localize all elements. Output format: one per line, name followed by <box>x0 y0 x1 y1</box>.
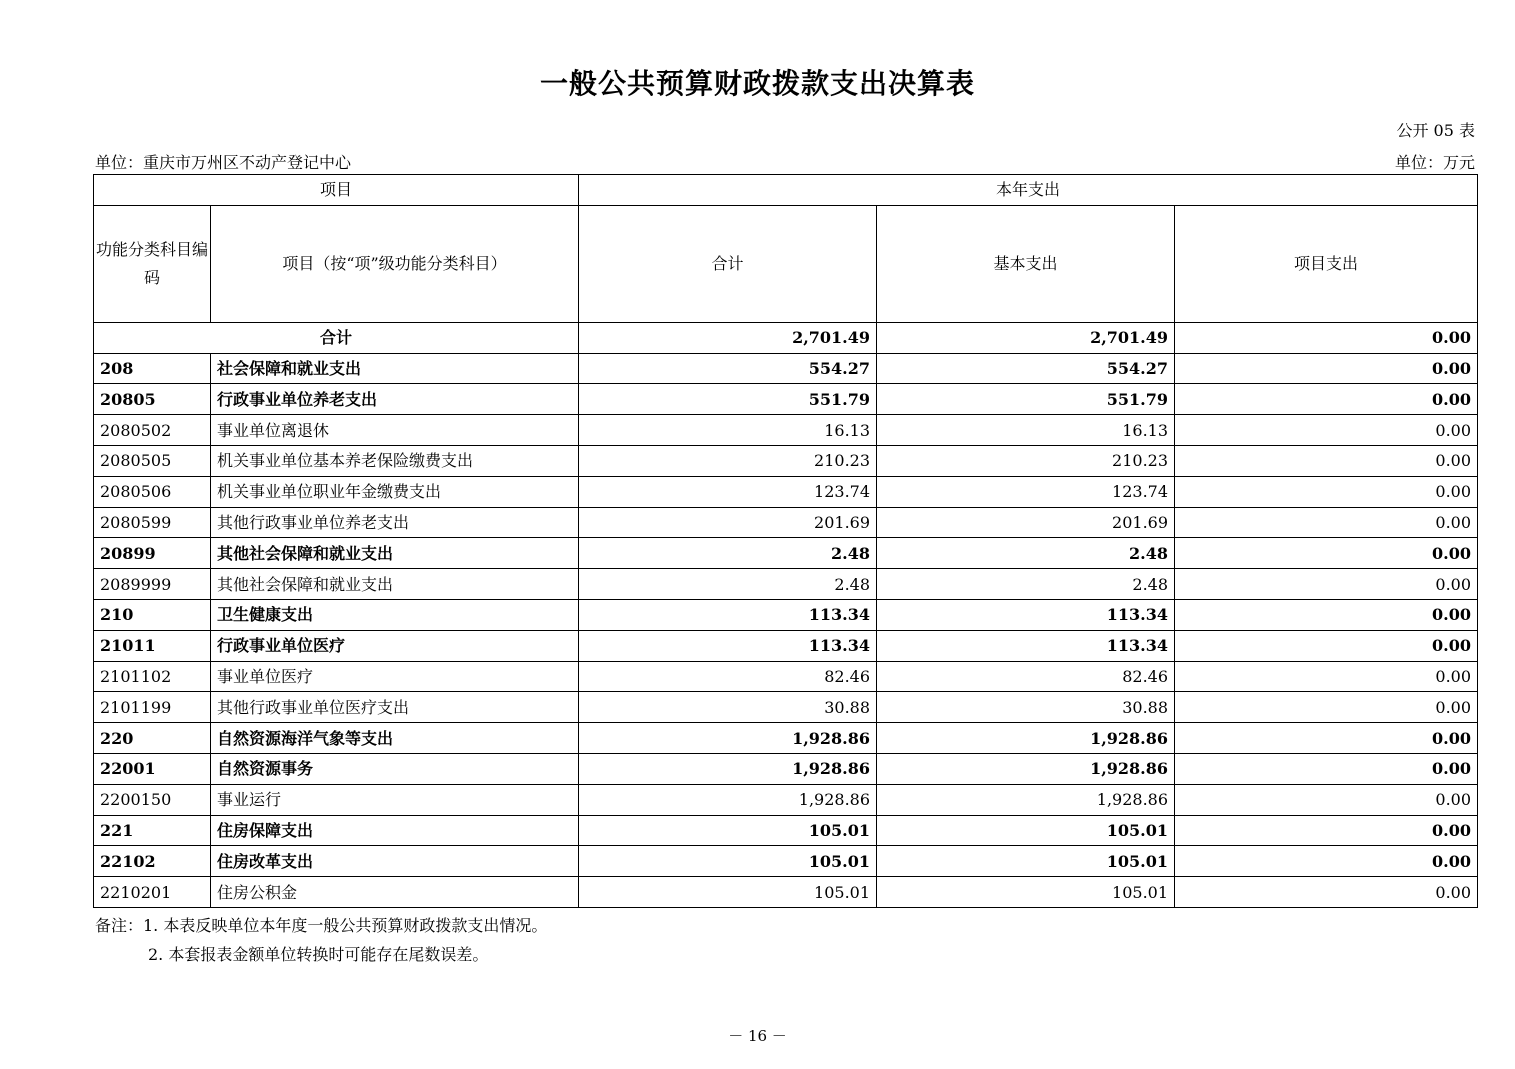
cell-name: 社会保障和就业支出 <box>211 353 579 384</box>
cell-project: 0.00 <box>1175 753 1478 784</box>
header-row-columns <box>94 205 1478 322</box>
form-number: 公开 05 表 <box>1396 121 1475 140</box>
total-row-project: 0.00 <box>1175 322 1478 353</box>
table-row <box>94 692 1478 723</box>
table-row <box>94 415 1478 446</box>
column-header-basic: 基本支出 <box>877 205 1175 322</box>
table-row <box>94 661 1478 692</box>
table-row <box>94 784 1478 815</box>
table-row <box>94 630 1478 661</box>
cell-name: 其他行政事业单位医疗支出 <box>211 692 579 723</box>
cell-name: 其他社会保障和就业支出 <box>211 538 579 569</box>
currency-unit: 单位：万元 <box>1394 153 1475 172</box>
total-row-basic: 2,701.49 <box>877 322 1175 353</box>
cell-name: 事业单位离退休 <box>211 415 579 446</box>
cell-total: 30.88 <box>579 692 877 723</box>
cell-total: 201.69 <box>579 507 877 538</box>
expenditure-table <box>93 174 1478 908</box>
table-row <box>94 815 1478 846</box>
cell-project: 0.00 <box>1175 476 1478 507</box>
cell-code: 2210201 <box>94 877 211 908</box>
cell-project: 0.00 <box>1175 661 1478 692</box>
cell-total: 1,928.86 <box>579 723 877 754</box>
cell-code: 208 <box>94 353 211 384</box>
cell-project: 0.00 <box>1175 815 1478 846</box>
cell-basic: 105.01 <box>877 877 1175 908</box>
cell-basic: 201.69 <box>877 507 1175 538</box>
cell-code: 210 <box>94 599 211 630</box>
table-row <box>94 445 1478 476</box>
cell-basic: 2.48 <box>877 538 1175 569</box>
cell-project: 0.00 <box>1175 445 1478 476</box>
cell-basic: 2.48 <box>877 569 1175 600</box>
column-header-name: 项目（按“项”级功能分类科目） <box>211 205 579 322</box>
header-row-top <box>94 175 1478 206</box>
cell-basic: 1,928.86 <box>877 784 1175 815</box>
cell-total: 105.01 <box>579 815 877 846</box>
cell-project: 0.00 <box>1175 723 1478 754</box>
cell-total: 123.74 <box>579 476 877 507</box>
cell-code: 2080506 <box>94 476 211 507</box>
cell-code: 2080505 <box>94 445 211 476</box>
cell-name: 其他行政事业单位养老支出 <box>211 507 579 538</box>
cell-basic: 551.79 <box>877 384 1175 415</box>
cell-total: 16.13 <box>579 415 877 446</box>
table-row <box>94 507 1478 538</box>
cell-project: 0.00 <box>1175 784 1478 815</box>
cell-code: 221 <box>94 815 211 846</box>
column-header-project: 项目支出 <box>1175 205 1478 322</box>
table-row <box>94 877 1478 908</box>
table-row <box>94 476 1478 507</box>
cell-total: 1,928.86 <box>579 784 877 815</box>
cell-basic: 82.46 <box>877 661 1175 692</box>
cell-code: 2101102 <box>94 661 211 692</box>
cell-total: 2.48 <box>579 569 877 600</box>
cell-code: 2080599 <box>94 507 211 538</box>
cell-code: 2101199 <box>94 692 211 723</box>
note-line-1: 备注：1. 本表反映单位本年度一般公共预算财政拨款支出情况。 <box>95 916 548 935</box>
cell-name: 机关事业单位职业年金缴费支出 <box>211 476 579 507</box>
cell-project: 0.00 <box>1175 384 1478 415</box>
cell-project: 0.00 <box>1175 507 1478 538</box>
cell-project: 0.00 <box>1175 877 1478 908</box>
cell-total: 105.01 <box>579 877 877 908</box>
table-row <box>94 569 1478 600</box>
table-row <box>94 753 1478 784</box>
cell-basic: 105.01 <box>877 815 1175 846</box>
cell-total: 551.79 <box>579 384 877 415</box>
column-header-code: 功能分类科目编码 <box>94 205 211 322</box>
cell-basic: 105.01 <box>877 846 1175 877</box>
total-row <box>94 322 1478 353</box>
cell-project: 0.00 <box>1175 692 1478 723</box>
cell-code: 2080502 <box>94 415 211 446</box>
cell-name: 机关事业单位基本养老保险缴费支出 <box>211 445 579 476</box>
cell-project: 0.00 <box>1175 415 1478 446</box>
cell-total: 210.23 <box>579 445 877 476</box>
page-number: － 16 － <box>728 1027 787 1045</box>
table-row <box>94 723 1478 754</box>
cell-total: 82.46 <box>579 661 877 692</box>
cell-name: 事业单位医疗 <box>211 661 579 692</box>
cell-basic: 1,928.86 <box>877 753 1175 784</box>
table-row <box>94 384 1478 415</box>
cell-basic: 16.13 <box>877 415 1175 446</box>
cell-name: 事业运行 <box>211 784 579 815</box>
cell-project: 0.00 <box>1175 569 1478 600</box>
cell-total: 554.27 <box>579 353 877 384</box>
header-this-year: 本年支出 <box>579 175 1478 206</box>
table-row <box>94 599 1478 630</box>
cell-code: 20805 <box>94 384 211 415</box>
cell-name: 住房保障支出 <box>211 815 579 846</box>
cell-basic: 554.27 <box>877 353 1175 384</box>
cell-project: 0.00 <box>1175 846 1478 877</box>
cell-name: 住房改革支出 <box>211 846 579 877</box>
cell-total: 105.01 <box>579 846 877 877</box>
cell-basic: 1,928.86 <box>877 723 1175 754</box>
table-row <box>94 353 1478 384</box>
cell-code: 2089999 <box>94 569 211 600</box>
cell-basic: 113.34 <box>877 630 1175 661</box>
total-row-label: 合计 <box>94 322 579 353</box>
cell-code: 2200150 <box>94 784 211 815</box>
cell-name: 自然资源事务 <box>211 753 579 784</box>
cell-name: 住房公积金 <box>211 877 579 908</box>
reporting-unit: 单位：重庆市万州区不动产登记中心 <box>95 153 352 172</box>
cell-name: 行政事业单位养老支出 <box>211 384 579 415</box>
note-line-2: 2. 本套报表金额单位转换时可能存在尾数误差。 <box>148 945 489 964</box>
cell-basic: 113.34 <box>877 599 1175 630</box>
header-project: 项目 <box>94 175 579 206</box>
cell-name: 行政事业单位医疗 <box>211 630 579 661</box>
cell-code: 22001 <box>94 753 211 784</box>
cell-basic: 123.74 <box>877 476 1175 507</box>
cell-total: 113.34 <box>579 630 877 661</box>
total-row-total: 2,701.49 <box>579 322 877 353</box>
cell-name: 其他社会保障和就业支出 <box>211 569 579 600</box>
cell-name: 卫生健康支出 <box>211 599 579 630</box>
cell-project: 0.00 <box>1175 599 1478 630</box>
cell-code: 20899 <box>94 538 211 569</box>
table-row <box>94 846 1478 877</box>
cell-basic: 30.88 <box>877 692 1175 723</box>
column-header-total: 合计 <box>579 205 877 322</box>
cell-code: 220 <box>94 723 211 754</box>
cell-total: 113.34 <box>579 599 877 630</box>
cell-project: 0.00 <box>1175 630 1478 661</box>
cell-project: 0.00 <box>1175 538 1478 569</box>
cell-name: 自然资源海洋气象等支出 <box>211 723 579 754</box>
cell-project: 0.00 <box>1175 353 1478 384</box>
cell-code: 22102 <box>94 846 211 877</box>
cell-total: 1,928.86 <box>579 753 877 784</box>
cell-total: 2.48 <box>579 538 877 569</box>
cell-basic: 210.23 <box>877 445 1175 476</box>
page-title: 一般公共预算财政拨款支出决算表 <box>539 67 975 100</box>
cell-code: 21011 <box>94 630 211 661</box>
table-row <box>94 538 1478 569</box>
